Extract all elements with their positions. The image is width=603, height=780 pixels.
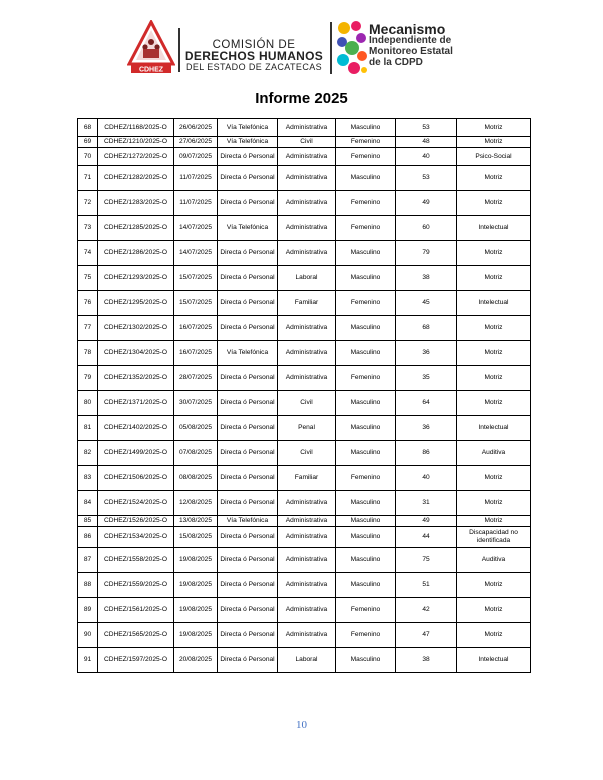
table-row <box>78 366 531 391</box>
cell-dis: Motriz <box>457 191 531 216</box>
cell-date: 09/07/2025 <box>174 148 218 166</box>
org-name-line3: DEL ESTADO DE ZACATECAS <box>185 62 323 72</box>
cell-age: 75 <box>396 548 457 573</box>
cell-date: 19/08/2025 <box>174 623 218 648</box>
cell-mat: Administrativa <box>278 548 336 573</box>
cell-num: 72 <box>78 191 98 216</box>
cell-exp: CDHEZ/1295/2025-O <box>98 291 174 316</box>
cell-age: 40 <box>396 466 457 491</box>
table-row <box>78 391 531 416</box>
table-row <box>78 241 531 266</box>
table-row <box>78 441 531 466</box>
cell-exp: CDHEZ/1499/2025-O <box>98 441 174 466</box>
cell-mat: Administrativa <box>278 366 336 391</box>
cell-mat: Administrativa <box>278 598 336 623</box>
cell-date: 13/08/2025 <box>174 516 218 527</box>
cell-num: 86 <box>78 527 98 548</box>
cell-dis: Intelectual <box>457 648 531 673</box>
cell-exp: CDHEZ/1565/2025-O <box>98 623 174 648</box>
cell-mat: Administrativa <box>278 191 336 216</box>
table-row <box>78 216 531 241</box>
cell-date: 19/08/2025 <box>174 573 218 598</box>
cases-table-wrap <box>77 118 530 673</box>
cell-exp: CDHEZ/1282/2025-O <box>98 166 174 191</box>
cell-dis: Motriz <box>457 491 531 516</box>
cell-dis: Motriz <box>457 391 531 416</box>
cell-num: 81 <box>78 416 98 441</box>
cell-mat: Administrativa <box>278 341 336 366</box>
cell-age: 38 <box>396 266 457 291</box>
cell-exp: CDHEZ/1597/2025-O <box>98 648 174 673</box>
mecanismo-logo <box>334 18 368 78</box>
cell-dis: Auditiva <box>457 548 531 573</box>
cell-sex: Femenino <box>336 291 396 316</box>
cell-date: 14/07/2025 <box>174 216 218 241</box>
cell-via: Directa ó Personal <box>218 466 278 491</box>
cell-age: 48 <box>396 137 457 148</box>
cell-dis: Motriz <box>457 316 531 341</box>
cell-mat: Administrativa <box>278 527 336 548</box>
table-row <box>78 516 531 527</box>
cell-num: 73 <box>78 216 98 241</box>
cell-num: 69 <box>78 137 98 148</box>
cell-sex: Femenino <box>336 216 396 241</box>
cell-via: Directa ó Personal <box>218 441 278 466</box>
cell-date: 19/08/2025 <box>174 548 218 573</box>
cell-exp: CDHEZ/1559/2025-O <box>98 573 174 598</box>
cell-mat: Administrativa <box>278 241 336 266</box>
cell-via: Directa ó Personal <box>218 366 278 391</box>
cell-via: Vía Telefónica <box>218 119 278 137</box>
cell-date: 05/08/2025 <box>174 416 218 441</box>
table-row <box>78 137 531 148</box>
cell-via: Vía Telefónica <box>218 216 278 241</box>
cell-age: 51 <box>396 573 457 598</box>
cell-age: 38 <box>396 648 457 673</box>
table-row <box>78 291 531 316</box>
cell-num: 91 <box>78 648 98 673</box>
cell-date: 14/07/2025 <box>174 241 218 266</box>
cell-mat: Civil <box>278 391 336 416</box>
cell-exp: CDHEZ/1272/2025-O <box>98 148 174 166</box>
cell-mat: Civil <box>278 137 336 148</box>
cell-sex: Femenino <box>336 137 396 148</box>
cell-sex: Masculino <box>336 316 396 341</box>
cell-sex: Masculino <box>336 119 396 137</box>
cell-age: 40 <box>396 148 457 166</box>
cell-exp: CDHEZ/1168/2025-O <box>98 119 174 137</box>
cell-exp: CDHEZ/1534/2025-O <box>98 527 174 548</box>
cell-age: 35 <box>396 366 457 391</box>
cell-mat: Administrativa <box>278 516 336 527</box>
cell-mat: Administrativa <box>278 491 336 516</box>
org-name-line1: COMISIÓN DE <box>212 39 296 51</box>
cell-exp: CDHEZ/1558/2025-O <box>98 548 174 573</box>
cell-dis: Motriz <box>457 466 531 491</box>
cell-dis: Intelectual <box>457 216 531 241</box>
cell-dis: Discapacidad no identificada <box>457 527 531 548</box>
cell-via: Directa ó Personal <box>218 241 278 266</box>
cell-sex: Masculino <box>336 573 396 598</box>
cell-sex: Masculino <box>336 241 396 266</box>
cell-num: 71 <box>78 166 98 191</box>
cell-num: 85 <box>78 516 98 527</box>
mecanismo-name <box>369 21 479 68</box>
mecanismo-line1: Mecanismo <box>369 21 446 37</box>
cases-table <box>77 118 531 673</box>
cell-mat: Administrativa <box>278 316 336 341</box>
cell-exp: CDHEZ/1526/2025-O <box>98 516 174 527</box>
cell-mat: Administrativa <box>278 119 336 137</box>
cell-dis: Motriz <box>457 341 531 366</box>
cell-sex: Femenino <box>336 466 396 491</box>
cell-dis: Intelectual <box>457 416 531 441</box>
table-row <box>78 648 531 673</box>
cell-mat: Civil <box>278 441 336 466</box>
org-name <box>184 40 324 73</box>
cell-age: 31 <box>396 491 457 516</box>
cell-via: Vía Telefónica <box>218 516 278 527</box>
cell-num: 84 <box>78 491 98 516</box>
table-row <box>78 191 531 216</box>
cell-sex: Femenino <box>336 366 396 391</box>
cell-age: 86 <box>396 441 457 466</box>
cell-dis: Motriz <box>457 366 531 391</box>
table-row <box>78 623 531 648</box>
cell-via: Directa ó Personal <box>218 316 278 341</box>
cell-exp: CDHEZ/1302/2025-O <box>98 316 174 341</box>
cell-date: 11/07/2025 <box>174 166 218 191</box>
cell-date: 19/08/2025 <box>174 598 218 623</box>
cell-num: 74 <box>78 241 98 266</box>
cell-via: Directa ó Personal <box>218 648 278 673</box>
cell-exp: CDHEZ/1286/2025-O <box>98 241 174 266</box>
cell-age: 79 <box>396 241 457 266</box>
cell-num: 87 <box>78 548 98 573</box>
cell-dis: Motriz <box>457 573 531 598</box>
cell-dis: Motriz <box>457 166 531 191</box>
table-row <box>78 466 531 491</box>
cell-date: 15/07/2025 <box>174 266 218 291</box>
cell-date: 12/08/2025 <box>174 491 218 516</box>
cell-dis: Auditiva <box>457 441 531 466</box>
cell-age: 60 <box>396 216 457 241</box>
cell-exp: CDHEZ/1210/2025-O <box>98 137 174 148</box>
cell-sex: Femenino <box>336 623 396 648</box>
cell-age: 45 <box>396 291 457 316</box>
cell-date: 07/08/2025 <box>174 441 218 466</box>
cell-num: 90 <box>78 623 98 648</box>
cell-age: 53 <box>396 166 457 191</box>
table-row <box>78 119 531 137</box>
cell-num: 83 <box>78 466 98 491</box>
cell-mat: Laboral <box>278 266 336 291</box>
cell-via: Directa ó Personal <box>218 191 278 216</box>
cell-dis: Psico-Social <box>457 148 531 166</box>
cell-via: Directa ó Personal <box>218 391 278 416</box>
cell-num: 75 <box>78 266 98 291</box>
cell-exp: CDHEZ/1561/2025-O <box>98 598 174 623</box>
cell-via: Directa ó Personal <box>218 548 278 573</box>
cell-sex: Femenino <box>336 148 396 166</box>
cell-via: Directa ó Personal <box>218 527 278 548</box>
cell-age: 49 <box>396 516 457 527</box>
cell-via: Directa ó Personal <box>218 598 278 623</box>
cell-dis: Motriz <box>457 241 531 266</box>
page-number: 10 <box>296 719 307 731</box>
table-row <box>78 266 531 291</box>
cell-age: 36 <box>396 341 457 366</box>
table-row <box>78 341 531 366</box>
cell-via: Directa ó Personal <box>218 573 278 598</box>
cell-num: 80 <box>78 391 98 416</box>
cell-age: 64 <box>396 391 457 416</box>
header-rule-left <box>178 28 180 72</box>
cell-exp: CDHEZ/1304/2025-O <box>98 341 174 366</box>
cell-sex: Masculino <box>336 416 396 441</box>
cell-sex: Masculino <box>336 491 396 516</box>
cdhez-logo <box>127 20 175 74</box>
cell-date: 16/07/2025 <box>174 316 218 341</box>
page-header <box>0 0 603 90</box>
cell-date: 15/07/2025 <box>174 291 218 316</box>
cell-age: 36 <box>396 416 457 441</box>
cell-via: Vía Telefónica <box>218 341 278 366</box>
cell-num: 89 <box>78 598 98 623</box>
mecanismo-line2: Independiente de <box>369 35 452 46</box>
cell-date: 08/08/2025 <box>174 466 218 491</box>
cell-via: Directa ó Personal <box>218 623 278 648</box>
cell-num: 78 <box>78 341 98 366</box>
cell-sex: Masculino <box>336 391 396 416</box>
cell-age: 53 <box>396 119 457 137</box>
cell-sex: Femenino <box>336 598 396 623</box>
cell-age: 44 <box>396 527 457 548</box>
cell-mat: Familiar <box>278 291 336 316</box>
cell-age: 68 <box>396 316 457 341</box>
cell-mat: Penal <box>278 416 336 441</box>
cell-num: 68 <box>78 119 98 137</box>
cell-num: 70 <box>78 148 98 166</box>
cell-sex: Masculino <box>336 266 396 291</box>
cell-date: 16/07/2025 <box>174 341 218 366</box>
cell-dis: Motriz <box>457 598 531 623</box>
cell-exp: CDHEZ/1402/2025-O <box>98 416 174 441</box>
cell-sex: Masculino <box>336 341 396 366</box>
table-row <box>78 491 531 516</box>
cell-date: 26/06/2025 <box>174 119 218 137</box>
cell-date: 11/07/2025 <box>174 191 218 216</box>
cell-age: 47 <box>396 623 457 648</box>
cell-mat: Administrativa <box>278 166 336 191</box>
cell-exp: CDHEZ/1283/2025-O <box>98 191 174 216</box>
cell-via: Directa ó Personal <box>218 491 278 516</box>
cell-dis: Motriz <box>457 516 531 527</box>
table-row <box>78 316 531 341</box>
cell-via: Directa ó Personal <box>218 266 278 291</box>
table-row <box>78 416 531 441</box>
cell-sex: Femenino <box>336 191 396 216</box>
cell-age: 42 <box>396 598 457 623</box>
cell-date: 15/08/2025 <box>174 527 218 548</box>
cell-dis: Motriz <box>457 266 531 291</box>
table-row <box>78 527 531 548</box>
cell-dis: Motriz <box>457 137 531 148</box>
report-title: Informe 2025 <box>255 90 348 107</box>
cell-num: 82 <box>78 441 98 466</box>
cell-mat: Administrativa <box>278 623 336 648</box>
cell-via: Directa ó Personal <box>218 148 278 166</box>
cell-exp: CDHEZ/1293/2025-O <box>98 266 174 291</box>
cell-sex: Masculino <box>336 441 396 466</box>
cell-date: 30/07/2025 <box>174 391 218 416</box>
cdhez-logo-text: CDHEZ <box>138 66 164 74</box>
table-row <box>78 573 531 598</box>
cell-mat: Administrativa <box>278 573 336 598</box>
cell-num: 79 <box>78 366 98 391</box>
cell-date: 20/08/2025 <box>174 648 218 673</box>
mecanismo-line4: de la CDPD <box>369 57 423 68</box>
mecanismo-line3: Monitoreo Estatal <box>369 46 453 57</box>
cell-sex: Masculino <box>336 648 396 673</box>
cell-mat: Familiar <box>278 466 336 491</box>
cell-exp: CDHEZ/1371/2025-O <box>98 391 174 416</box>
cell-age: 49 <box>396 191 457 216</box>
cell-sex: Masculino <box>336 516 396 527</box>
cell-date: 27/06/2025 <box>174 137 218 148</box>
cell-exp: CDHEZ/1285/2025-O <box>98 216 174 241</box>
cell-dis: Intelectual <box>457 291 531 316</box>
cell-exp: CDHEZ/1506/2025-O <box>98 466 174 491</box>
cell-dis: Motriz <box>457 623 531 648</box>
cell-via: Directa ó Personal <box>218 166 278 191</box>
cell-sex: Masculino <box>336 166 396 191</box>
cell-num: 88 <box>78 573 98 598</box>
org-name-line2: DERECHOS HUMANOS <box>184 49 324 63</box>
cell-via: Directa ó Personal <box>218 416 278 441</box>
table-row <box>78 548 531 573</box>
cell-via: Vía Telefónica <box>218 137 278 148</box>
cell-sex: Masculino <box>336 548 396 573</box>
cell-via: Directa ó Personal <box>218 291 278 316</box>
cell-mat: Administrativa <box>278 216 336 241</box>
table-row <box>78 148 531 166</box>
table-row <box>78 166 531 191</box>
cell-dis: Motriz <box>457 119 531 137</box>
cell-date: 28/07/2025 <box>174 366 218 391</box>
cell-mat: Administrativa <box>278 148 336 166</box>
cell-exp: CDHEZ/1352/2025-O <box>98 366 174 391</box>
header-divider <box>330 22 332 74</box>
cell-sex: Masculino <box>336 527 396 548</box>
cell-num: 76 <box>78 291 98 316</box>
table-row <box>78 598 531 623</box>
cell-exp: CDHEZ/1524/2025-O <box>98 491 174 516</box>
cell-num: 77 <box>78 316 98 341</box>
cell-mat: Laboral <box>278 648 336 673</box>
